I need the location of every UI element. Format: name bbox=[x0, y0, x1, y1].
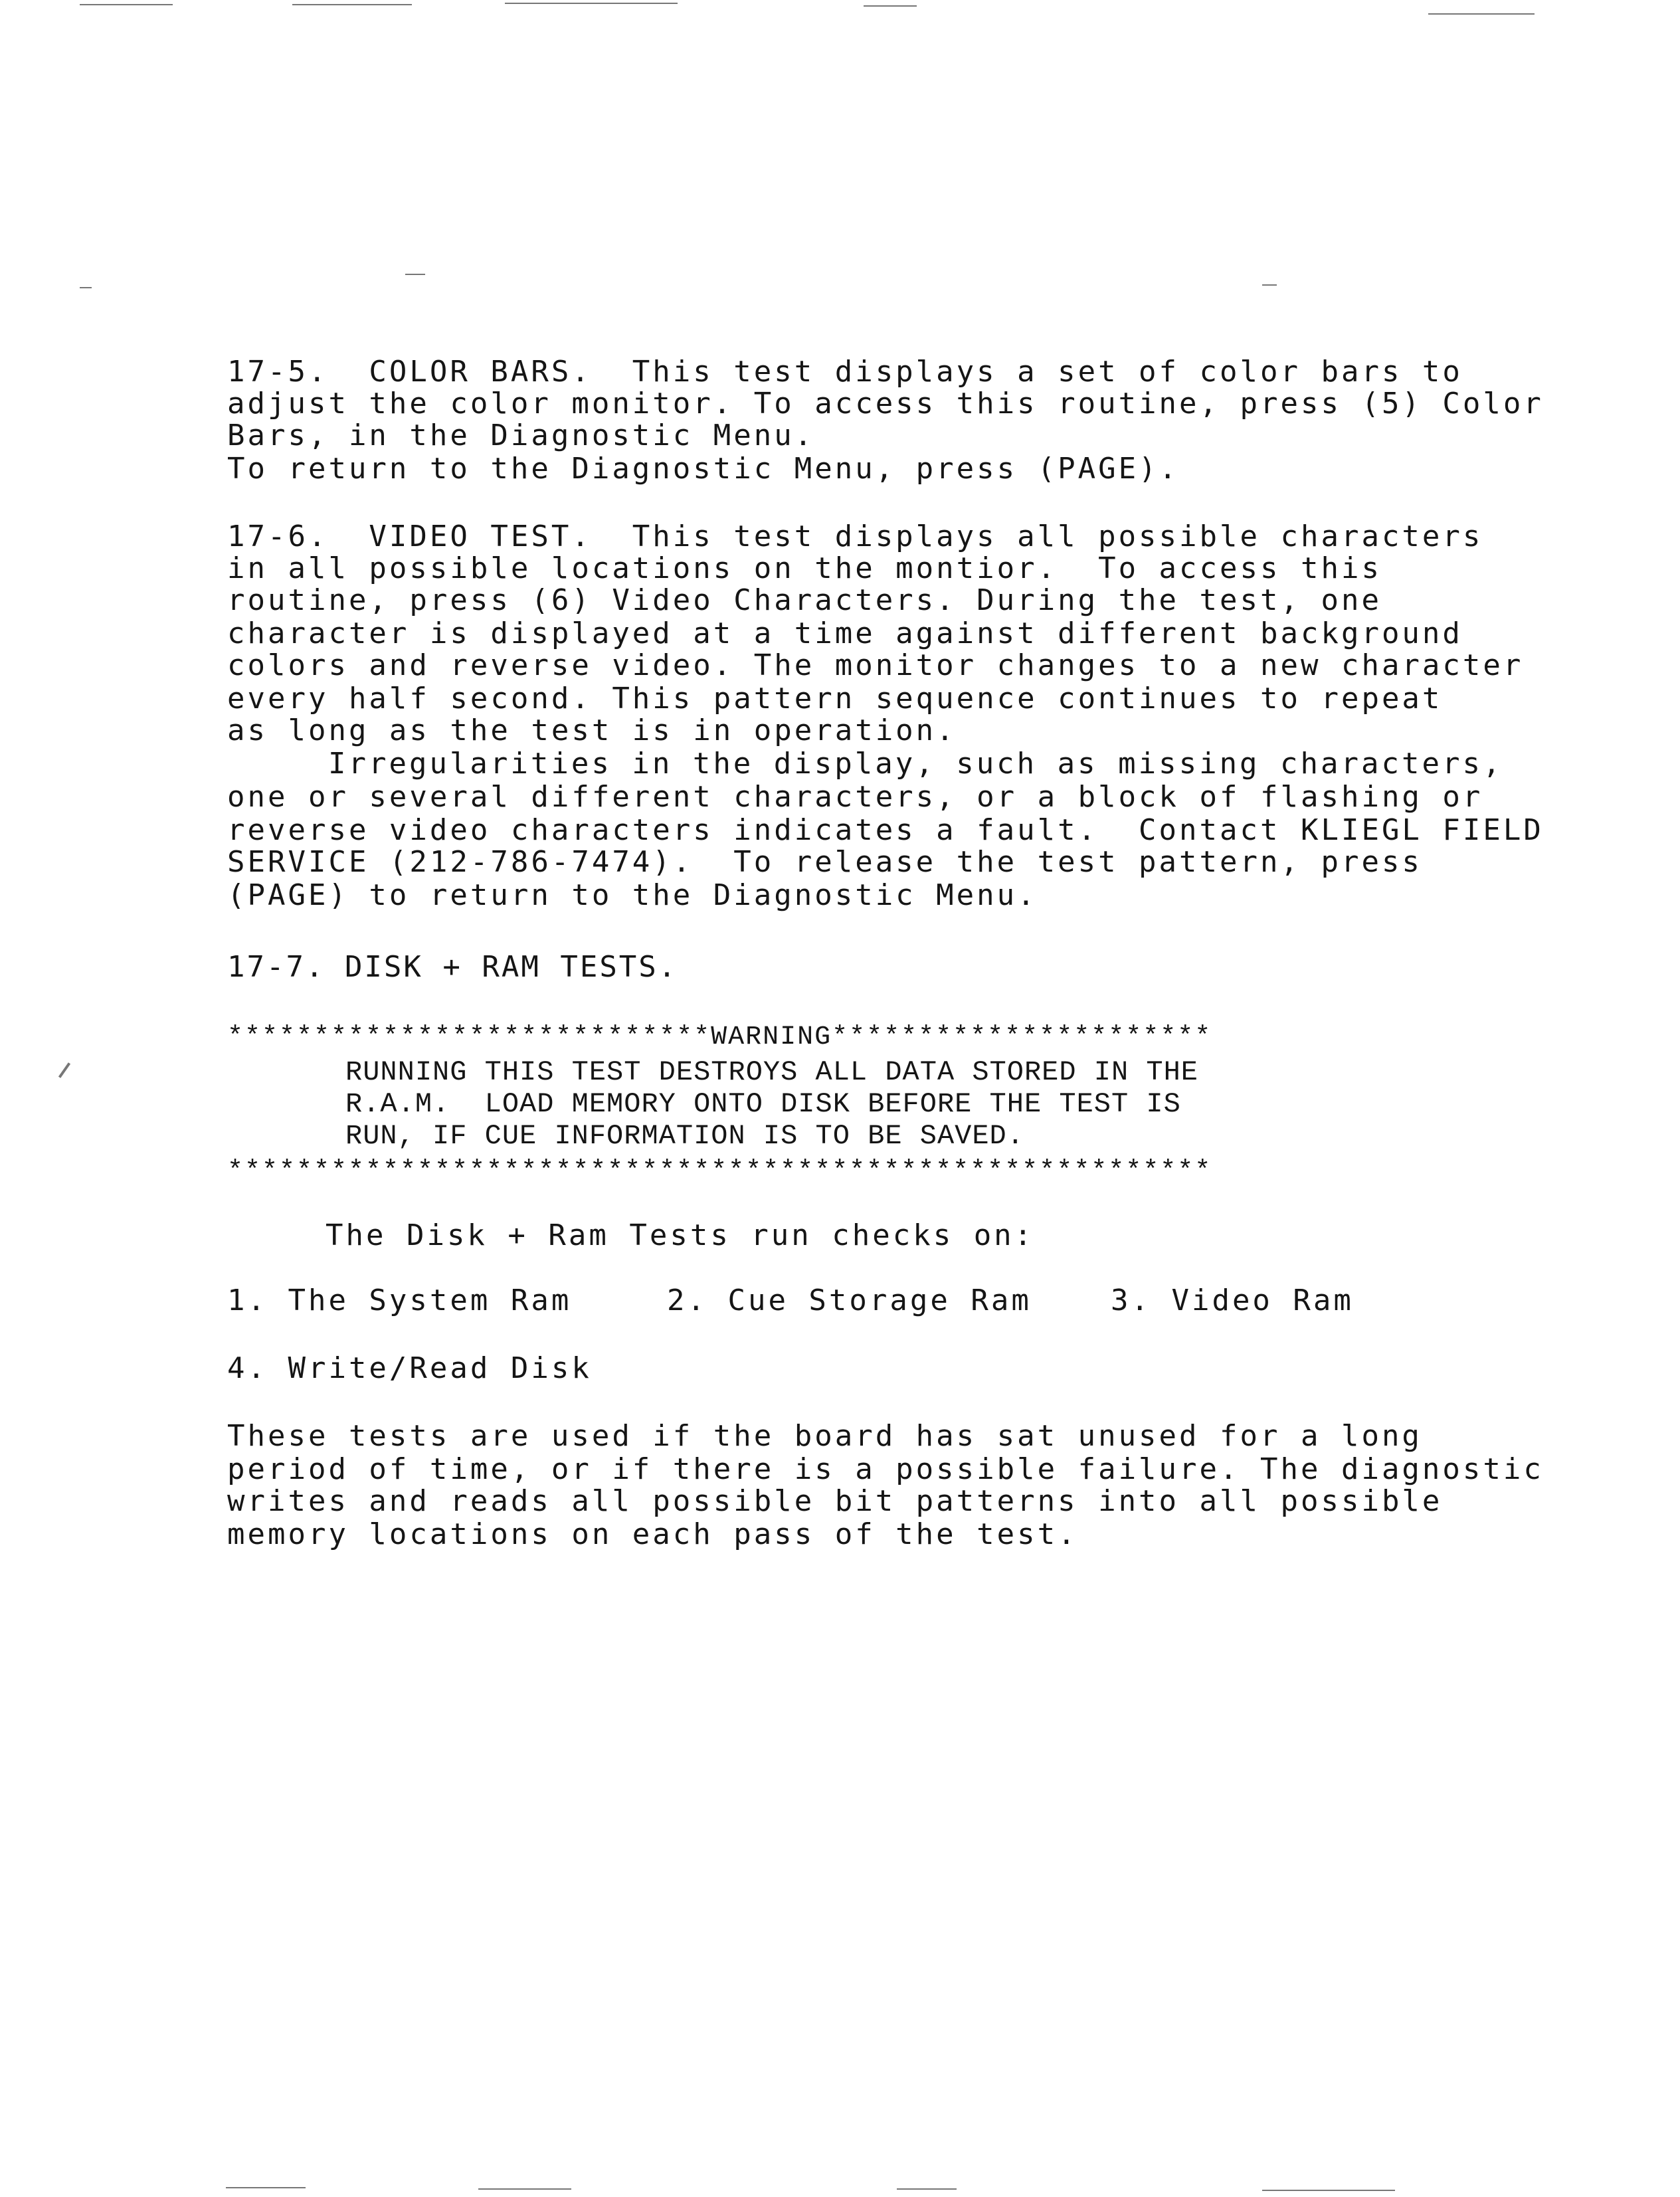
section-17-7-heading: 17-7. DISK + RAM TESTS. bbox=[227, 950, 678, 984]
scan-artifact bbox=[405, 274, 425, 275]
scan-artifact bbox=[226, 2187, 306, 2188]
disk-ram-intro: The Disk + Ram Tests run checks on: bbox=[326, 1218, 1035, 1252]
section-17-5-line-4: To return to the Diagnostic Menu, press (PAGE). bbox=[227, 452, 1180, 486]
warning-line-1: RUNNING THIS TEST DESTROYS ALL DATA STORED IN THE bbox=[345, 1056, 1199, 1088]
closing-line-2: period of time, or if there is a possible failure. The diagnostic bbox=[227, 1452, 1544, 1486]
section-17-5-line-1: 17-5. COLOR BARS. This test displays a set of color bars to bbox=[227, 355, 1463, 389]
scan-artifact bbox=[80, 4, 173, 5]
section-17-6-para2-line-4: SERVICE (212-786-7474). To release the test pattern, press bbox=[227, 845, 1422, 879]
scan-artifact bbox=[1428, 13, 1535, 15]
section-17-6-para2-line-2: one or several different characters, or a block of flashing or bbox=[227, 780, 1483, 814]
section-17-6-line-1: 17-6. VIDEO TEST. This test displays all possible characters bbox=[227, 520, 1483, 553]
section-17-6-para2-line-1: Irregularities in the display, such as missing characters, bbox=[328, 747, 1503, 781]
scan-artifact bbox=[478, 2188, 571, 2190]
section-17-5-line-3: Bars, in the Diagnostic Menu. bbox=[227, 419, 815, 452]
section-17-6-line-6: every half second. This pattern sequence continues to repeat bbox=[227, 682, 1443, 716]
section-17-6-line-5: colors and reverse video. The monitor changes to a new character bbox=[227, 648, 1524, 682]
warning-banner-top: ****************************WARNING********************** bbox=[227, 1022, 1212, 1052]
section-17-6-line-3: routine, press (6) Video Characters. During the test, one bbox=[227, 583, 1382, 617]
closing-line-1: These tests are used if the board has sat unused for a long bbox=[227, 1419, 1422, 1453]
section-17-5-line-2: adjust the color monitor. To access this routine, press (5) Color bbox=[227, 387, 1544, 421]
scan-artifact bbox=[505, 3, 678, 4]
check-item-2: 2. Cue Storage Ram bbox=[667, 1284, 1032, 1317]
section-17-6-para2-line-5: (PAGE) to return to the Diagnostic Menu. bbox=[227, 878, 1038, 912]
warning-banner-bottom: ********************************************************* bbox=[227, 1157, 1212, 1187]
warning-line-2: R.A.M. LOAD MEMORY ONTO DISK BEFORE THE TEST IS bbox=[345, 1088, 1181, 1120]
scan-artifact bbox=[292, 4, 412, 5]
scan-artifact bbox=[897, 2188, 957, 2190]
scan-artifact bbox=[1262, 2190, 1395, 2191]
closing-line-4: memory locations on each pass of the test. bbox=[227, 1517, 1078, 1551]
check-item-4: 4. Write/Read Disk bbox=[227, 1351, 592, 1385]
check-item-3: 3. Video Ram bbox=[1111, 1284, 1354, 1317]
section-17-6-line-2: in all possible locations on the montior. To access this bbox=[227, 551, 1382, 585]
section-17-6-line-7: as long as the test is in operation. bbox=[227, 714, 957, 747]
scan-artifact bbox=[80, 287, 92, 288]
scan-artifact bbox=[864, 5, 917, 7]
closing-line-3: writes and reads all possible bit patterns into all possible bbox=[227, 1484, 1443, 1518]
checks-row bbox=[227, 1285, 1556, 1317]
section-17-6-para2-line-3: reverse video characters indicates a fault. Contact KLIEGL FIELD bbox=[227, 813, 1544, 847]
warning-line-3: RUN, IF CUE INFORMATION IS TO BE SAVED. bbox=[345, 1120, 1024, 1152]
check-item-1: 1. The System Ram bbox=[227, 1284, 572, 1317]
scan-artifact bbox=[1262, 284, 1277, 286]
section-17-6-line-4: character is displayed at a time against different background bbox=[227, 617, 1463, 650]
scan-artifact bbox=[58, 1062, 70, 1078]
